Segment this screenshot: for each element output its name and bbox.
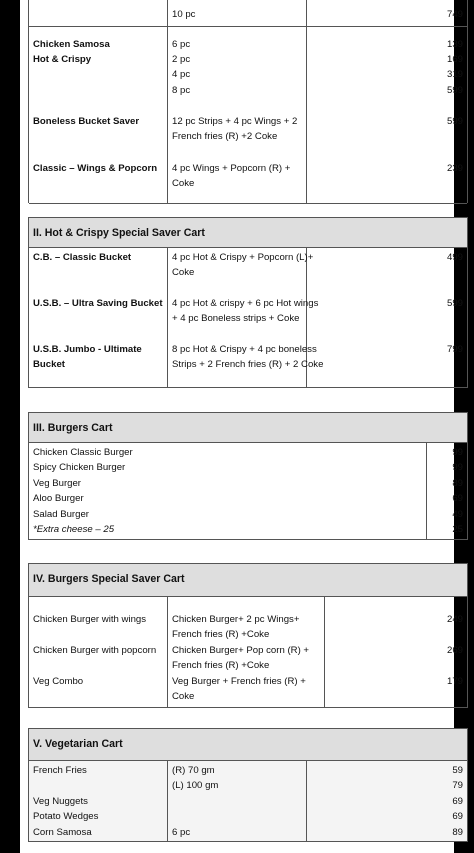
item-name: Corn Samosa (33, 827, 92, 838)
item-price: 239 (446, 163, 463, 174)
item-desc: 4 pc Hot & crispy + 6 pc Hot wings (172, 298, 319, 309)
item-price: 599 (446, 85, 463, 96)
section-body (29, 597, 467, 708)
top-table (28, 0, 468, 203)
item-price: 139 (446, 39, 463, 50)
item-name: Chicken Samosa (33, 39, 110, 50)
item-name: Salad Burger (33, 509, 89, 520)
item-name: Hot & Crispy (33, 54, 92, 65)
section-title: IV. Burgers Special Saver Cart (29, 563, 467, 597)
item-desc: (R) 70 gm (172, 765, 215, 776)
item-price: 179 (446, 676, 463, 687)
item-desc: Strips + 2 French fries (R) + 2 Coke (172, 359, 324, 370)
item-price: 599 (446, 298, 463, 309)
item-desc: 6 pc (172, 39, 191, 50)
item-price: 79 (452, 780, 463, 791)
item-price: 59 (452, 765, 463, 776)
extra-cheese-note: *Extra cheese – 25 (33, 524, 115, 535)
item-name: C.B. – Classic Bucket (33, 252, 132, 263)
item-price: 25 (452, 524, 463, 535)
item-price: 99 (452, 447, 463, 458)
item-desc: 4 pc Wings + Popcorn (R) + (172, 163, 291, 174)
item-price: 249 (446, 614, 463, 625)
item-name: Chicken Burger with wings (33, 614, 147, 625)
section-title: III. Burgers Cart (29, 412, 467, 443)
top-table-body (29, 0, 467, 204)
item-desc: 4 pc Hot & Crispy + Popcorn (L)+ (172, 252, 314, 263)
item-price: 69 (452, 796, 463, 807)
column-divider (324, 597, 325, 707)
row-divider (29, 26, 467, 27)
item-desc: Chicken Burger+ Pop corn (R) + (172, 645, 310, 656)
item-name: U.S.B. Jumbo - Ultimate (33, 344, 142, 355)
item-desc: Coke (172, 267, 195, 278)
item-desc: 12 pc Strips + 4 pc Wings + 2 (172, 116, 298, 127)
menu-page (20, 0, 463, 853)
item-desc: 10 pc (172, 9, 196, 20)
table-background (29, 761, 467, 841)
column-divider (306, 761, 307, 841)
section-body (29, 761, 467, 842)
item-name: Potato Wedges (33, 811, 99, 822)
item-price: 99 (452, 462, 463, 473)
item-desc: + 4 pc Boneless strips + Coke (172, 313, 300, 324)
item-name: Chicken Classic Burger (33, 447, 133, 458)
item-name: Chicken Burger with popcorn (33, 645, 157, 656)
section-body (29, 248, 467, 388)
column-divider (167, 0, 168, 203)
section-vegetarian (28, 728, 468, 842)
item-desc: French fries (R) +Coke (172, 660, 270, 671)
item-desc: French fries (R) +2 Coke (172, 131, 278, 142)
item-name: Veg Burger (33, 478, 82, 489)
item-price: 599 (446, 116, 463, 127)
column-divider (306, 0, 307, 203)
item-desc: 6 pc (172, 827, 191, 838)
column-divider (167, 248, 168, 387)
item-price: 49 (452, 509, 463, 520)
item-price: 799 (446, 344, 463, 355)
item-desc: 8 pc (172, 85, 191, 96)
item-price: 269 (446, 645, 463, 656)
column-divider (167, 597, 168, 707)
item-desc: 4 pc (172, 69, 191, 80)
item-price: 69 (452, 811, 463, 822)
item-desc: 2 pc (172, 54, 191, 65)
item-name: Veg Combo (33, 676, 84, 687)
item-name: Classic – Wings & Popcorn (33, 163, 158, 174)
item-name: Boneless Bucket Saver (33, 116, 140, 127)
section-burgers (28, 412, 468, 540)
item-price: 169 (446, 54, 463, 65)
item-price: 69 (452, 493, 463, 504)
section-body (29, 443, 467, 540)
section-burgers-saver (28, 563, 468, 708)
section-title: V. Vegetarian Cart (29, 728, 467, 761)
item-desc: French fries (R) +Coke (172, 629, 270, 640)
item-name: Aloo Burger (33, 493, 84, 504)
section-hot-crispy-saver (28, 217, 468, 388)
item-price: 499 (446, 252, 463, 263)
item-name: Spicy Chicken Burger (33, 462, 126, 473)
item-name: French Fries (33, 765, 87, 776)
item-name: Veg Nuggets (33, 796, 88, 807)
item-desc: Coke (172, 691, 195, 702)
item-name: U.S.B. – Ultra Saving Bucket (33, 298, 163, 309)
item-desc: Veg Burger + French fries (R) + (172, 676, 306, 687)
item-desc: 8 pc Hot & Crispy + 4 pc boneless (172, 344, 317, 355)
section-title: II. Hot & Crispy Special Saver Cart (29, 217, 467, 248)
column-divider (167, 761, 168, 841)
item-price: 749 (446, 9, 463, 20)
item-desc: Coke (172, 178, 195, 189)
item-price: 89 (452, 827, 463, 838)
item-desc: Chicken Burger+ 2 pc Wings+ (172, 614, 300, 625)
item-name: Bucket (33, 359, 65, 370)
column-divider (426, 443, 427, 539)
item-desc: (L) 100 gm (172, 780, 219, 791)
item-price: 319 (446, 69, 463, 80)
item-price: 89 (452, 478, 463, 489)
